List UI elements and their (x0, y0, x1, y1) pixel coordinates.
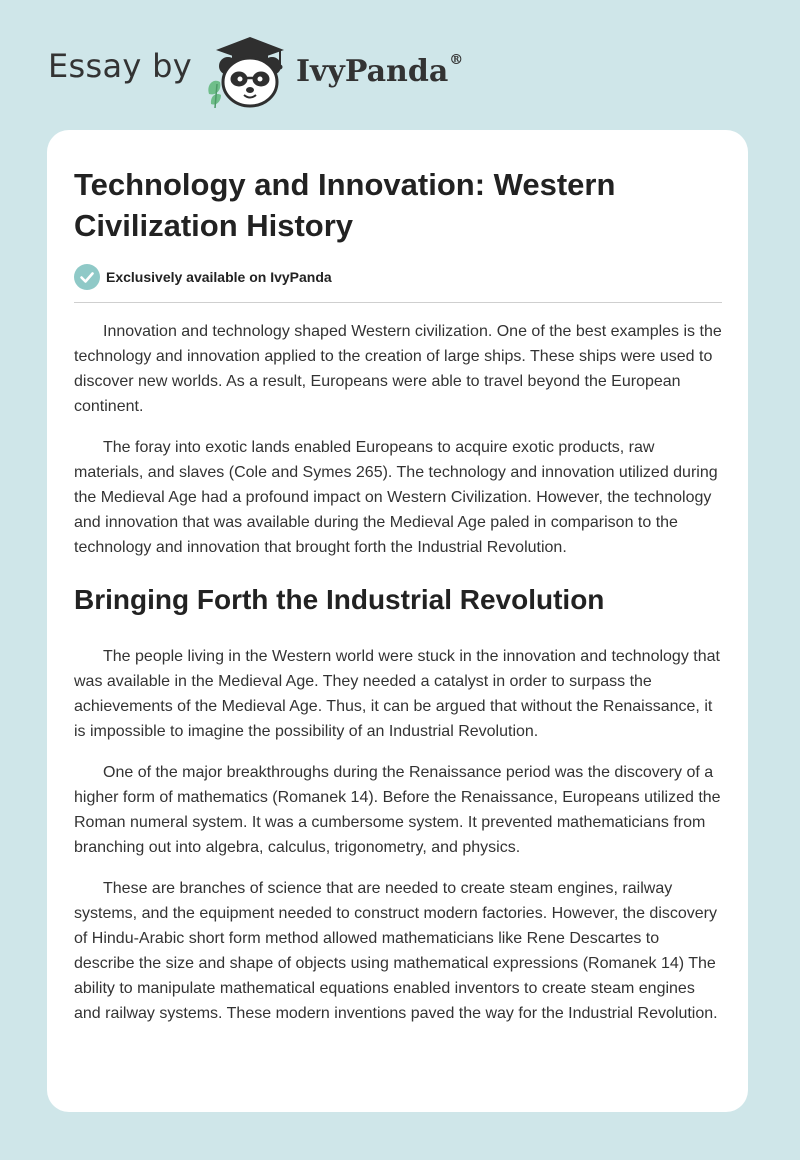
title-divider (74, 302, 722, 303)
section-heading: Bringing Forth the Industrial Revolution (74, 584, 605, 615)
essay-card (47, 130, 748, 1112)
ivypanda-wordmark[interactable]: IvyPanda® (295, 51, 464, 89)
registered-mark: ® (449, 51, 464, 68)
panda-graduate-icon[interactable] (206, 34, 294, 110)
exclusive-badge (74, 264, 722, 290)
brand-header (48, 34, 463, 110)
essay-by-label: Essay by (48, 47, 192, 85)
exclusive-badge-text: Exclusively available on IvyPanda (106, 269, 332, 285)
essay-title: Technology and Innovation: Western Civilization History (74, 167, 616, 243)
paragraph: The foray into exotic lands enabled Europeans to acquire exotic products, raw materials, and slaves (Cole and Symes 265). The technology and innovation utilized during the Medieval Age had a profound impact on Western Civilization. However, the technology and innovation that was available during the Medieval Age paled in comparison to the technology and innovation that brought forth the Industrial Revolution. (74, 439, 718, 556)
paragraph: One of the major breakthroughs during the Renaissance period was the discovery of a higher form of mathematics (Romanek 14). Before the Renaissance, Europeans utilized the Roman numeral system. It was a cumbersome system. It prevented mathematicians from branching out into algebra, calculus, trigonometry, and physics. (74, 764, 721, 856)
paragraph: Innovation and technology shaped Western civilization. One of the best examples is the technology and innovation applied to the creation of large ships. These ships were used to discover new worlds. As a result, Europeans were able to travel beyond the European continent. (74, 323, 722, 415)
paragraph: These are branches of science that are needed to create steam engines, railway systems, and the equipment needed to construct modern factories. However, the discovery of Hindu-Arabic short form method allowed mathematicians like Rene Descartes to describe the size and shape of objects using mathematical expressions (Romanek 14) The ability to manipulate mathematical equations enabled inventors to create steam engines and railway systems. These modern inventions paved the way for the Industrial Revolution. (74, 880, 718, 1022)
check-circle-icon (74, 264, 100, 290)
paragraph: The people living in the Western world were stuck in the innovation and technology that was available in the Medieval Age. They needed a catalyst in order to surpass the achievements of the Medieval Age. Thus, it can be argued that without the Renaissance, it is impossible to imagine the possibility of an Industrial Revolution. (74, 648, 720, 740)
